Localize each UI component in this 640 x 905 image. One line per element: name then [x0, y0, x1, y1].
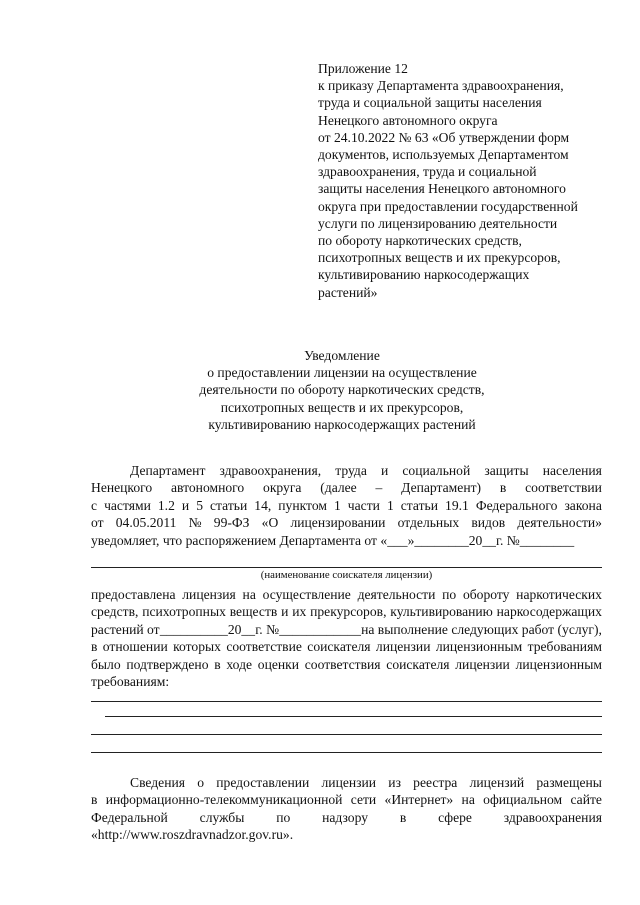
word: соответствие	[226, 639, 302, 655]
word: 5	[196, 497, 203, 513]
word: в	[499, 480, 507, 496]
word: было	[91, 656, 121, 672]
word: округа	[263, 480, 302, 496]
word: статьи	[400, 497, 438, 513]
appendix-header	[318, 60, 618, 301]
appendix-line-2: к приказу Департамента здравоохранения,	[318, 78, 564, 94]
word: предоставлена	[91, 587, 176, 602]
appendix-line-8: защиты населения Ненецкого автономного	[318, 181, 566, 197]
paragraph-license-line-5	[91, 656, 602, 673]
word: на	[242, 587, 256, 602]
paragraph-registry	[91, 774, 602, 844]
word: части	[347, 497, 380, 513]
word: здравоохранения,	[219, 463, 322, 478]
word: с	[91, 497, 98, 513]
works-line-2	[105, 716, 602, 717]
fill-in-blank: __	[482, 532, 496, 548]
word: Федерального	[475, 497, 558, 513]
word: о	[197, 775, 205, 790]
word: лицензия	[182, 587, 236, 602]
word: предоставлении	[216, 775, 310, 790]
word: Департамент	[130, 463, 206, 478]
fill-in-blank: ____________	[279, 621, 361, 637]
appendix-line-4: Ненецкого автономного округа	[318, 112, 498, 128]
word: видов	[471, 515, 506, 531]
word: Ненецкого	[91, 480, 153, 496]
paragraph-license	[91, 586, 602, 690]
word: 04.05.2011	[115, 515, 177, 531]
word: соответствия	[304, 656, 381, 672]
paragraph-intro	[91, 462, 602, 549]
word: и	[181, 497, 190, 513]
appendix-line-5: от 24.10.2022 № 63 «Об утверждении форм	[318, 129, 570, 145]
word: культивированию	[390, 604, 493, 620]
works-line-3	[91, 734, 602, 735]
paragraph-intro-line-5	[91, 532, 602, 549]
word: населения	[542, 463, 602, 478]
word: отношении	[102, 639, 168, 655]
appendix-line-12: психотропных веществ и их прекурсоров,	[318, 250, 561, 266]
word: требованиям	[527, 639, 602, 655]
word: сайте	[570, 792, 602, 808]
word: официальном	[483, 792, 563, 808]
applicant-name-caption: (наименование соискателя лицензии)	[260, 569, 433, 581]
word: 19.1	[445, 497, 469, 513]
word: от	[91, 515, 104, 531]
word: службы	[199, 809, 245, 825]
appendix-line-14: растений»	[318, 284, 378, 300]
word: реестра	[413, 775, 458, 790]
word: и	[380, 463, 389, 478]
word: психотропных	[142, 604, 226, 620]
word: лицензии	[375, 639, 431, 655]
word: размещены	[536, 775, 602, 790]
word: статьи	[210, 497, 248, 513]
word: деятельности	[357, 587, 436, 602]
word: здравоохранения	[503, 809, 602, 825]
word: на выполнение следующих работ (услуг),	[361, 621, 602, 637]
word: г. №	[255, 621, 280, 637]
title-line-3: деятельности по обороту наркотических средств,	[199, 382, 485, 398]
word: средств,	[91, 604, 139, 620]
word: «О	[261, 515, 279, 531]
notice-title	[60, 347, 624, 433]
appendix-line-10: услуги по лицензированию деятельности	[318, 215, 558, 231]
word: №	[188, 515, 202, 531]
title-line-2: о предоставлении лицензии на осуществление	[207, 365, 477, 381]
paragraph-registry-line-4-text: «http://www.roszdravnadzor.gov.ru».	[91, 827, 294, 843]
word: Федеральной	[91, 809, 168, 825]
paragraph-intro-line-2	[91, 479, 602, 496]
word: в	[399, 809, 407, 825]
word: г. №	[495, 532, 520, 548]
word: на	[461, 792, 475, 808]
word: сети	[350, 792, 377, 808]
word: соответствии	[525, 480, 602, 496]
paragraph-license-line-3	[91, 621, 602, 638]
word: веществ	[229, 604, 278, 620]
word: лицензионным	[515, 656, 602, 672]
word: информационно-телекоммуникационной	[105, 792, 343, 808]
word: соискателя	[307, 639, 371, 655]
word: защиты	[484, 463, 529, 478]
word: закона	[564, 497, 602, 513]
paragraph-license-line-2	[91, 603, 602, 620]
fill-in-blank: ________	[414, 532, 469, 548]
word: соискателя	[386, 656, 450, 672]
word: (далее	[320, 480, 357, 496]
word: социальной	[402, 463, 471, 478]
word: по	[276, 809, 291, 825]
word: наркосодержащих	[496, 604, 602, 620]
appendix-line-9: округа при предоставлении государственной	[318, 198, 578, 214]
word: лицензировании	[290, 515, 386, 531]
word: лицензии	[321, 775, 377, 790]
word: »	[407, 532, 415, 548]
word: которых	[173, 639, 221, 655]
appendix-line-11: по обороту наркотических средств,	[318, 233, 522, 249]
appendix-line-13: культивированию наркосодержащих	[318, 267, 530, 283]
word: «Интернет»	[384, 792, 454, 808]
word: 99-ФЗ	[213, 515, 250, 531]
word: в	[91, 639, 98, 655]
word: пунктом	[278, 497, 327, 513]
appendix-line-3: труда и социальной защиты населения	[318, 95, 542, 111]
paragraph-intro-line-4	[91, 514, 602, 531]
word: в	[214, 656, 221, 672]
paragraph-registry-line-3	[91, 809, 602, 826]
title-line-1: Уведомление	[304, 348, 380, 363]
paragraph-license-line-6	[91, 673, 602, 690]
paragraph-license-line-4	[91, 638, 602, 655]
word: подтверждено	[126, 656, 209, 672]
word: надзору	[322, 809, 368, 825]
word: частями	[104, 497, 151, 513]
word: из	[388, 775, 401, 790]
word: оценки	[257, 656, 300, 672]
word: труда	[335, 463, 367, 478]
fill-in-blank: ___	[387, 532, 408, 548]
paragraph-intro-line-3	[91, 497, 602, 514]
word: лицензионным	[435, 639, 523, 655]
paragraph-registry-line-2	[91, 791, 602, 808]
word: ходе	[226, 656, 253, 672]
appendix-line-7: здравоохранения, труда и социальной	[318, 164, 537, 180]
paragraph-license-line-1	[91, 586, 602, 603]
word: 1	[386, 497, 394, 513]
word: уведомляет, что распоряжением Департамента от «	[91, 532, 388, 548]
paragraph-registry-line-4	[91, 826, 602, 843]
word: растений от	[91, 621, 160, 637]
word: автономного	[171, 480, 245, 496]
fill-in-blank: __________20__	[159, 621, 256, 637]
works-line-4	[91, 752, 602, 753]
word: прекурсоров,	[310, 604, 387, 620]
word: деятельности»	[517, 515, 602, 531]
word: обороту	[462, 587, 510, 602]
paragraph-license-line-6-text: требованиям:	[91, 674, 170, 690]
word: 1.2	[157, 497, 175, 513]
word: их	[292, 604, 307, 620]
word: в	[91, 792, 98, 808]
paragraph-intro-line-1	[91, 462, 602, 479]
paragraph-registry-line-1	[91, 774, 602, 791]
word: отдельных	[397, 515, 460, 531]
word: лицензии	[455, 656, 510, 672]
word: Департамент)	[401, 480, 482, 496]
title-line-4: психотропных веществ и их прекурсоров,	[220, 399, 464, 415]
word: 1	[333, 497, 341, 513]
word: наркотических	[516, 587, 602, 602]
appendix-line-1: Приложение 12	[318, 61, 408, 76]
word: 20	[468, 532, 483, 548]
word: и	[281, 604, 289, 620]
word: 14,	[254, 497, 272, 513]
word: сфере	[438, 809, 472, 825]
word: Сведения	[130, 775, 186, 790]
word: осуществление	[262, 587, 351, 602]
word: по	[442, 587, 457, 602]
fill-in-blank: ________	[519, 532, 575, 548]
word: лицензий	[469, 775, 525, 790]
word: –	[375, 480, 383, 496]
title-line-5: культивированию наркосодержащих растений	[208, 416, 476, 432]
works-line-1	[91, 701, 602, 702]
appendix-line-6: документов, используемых Департаментом	[318, 147, 569, 163]
